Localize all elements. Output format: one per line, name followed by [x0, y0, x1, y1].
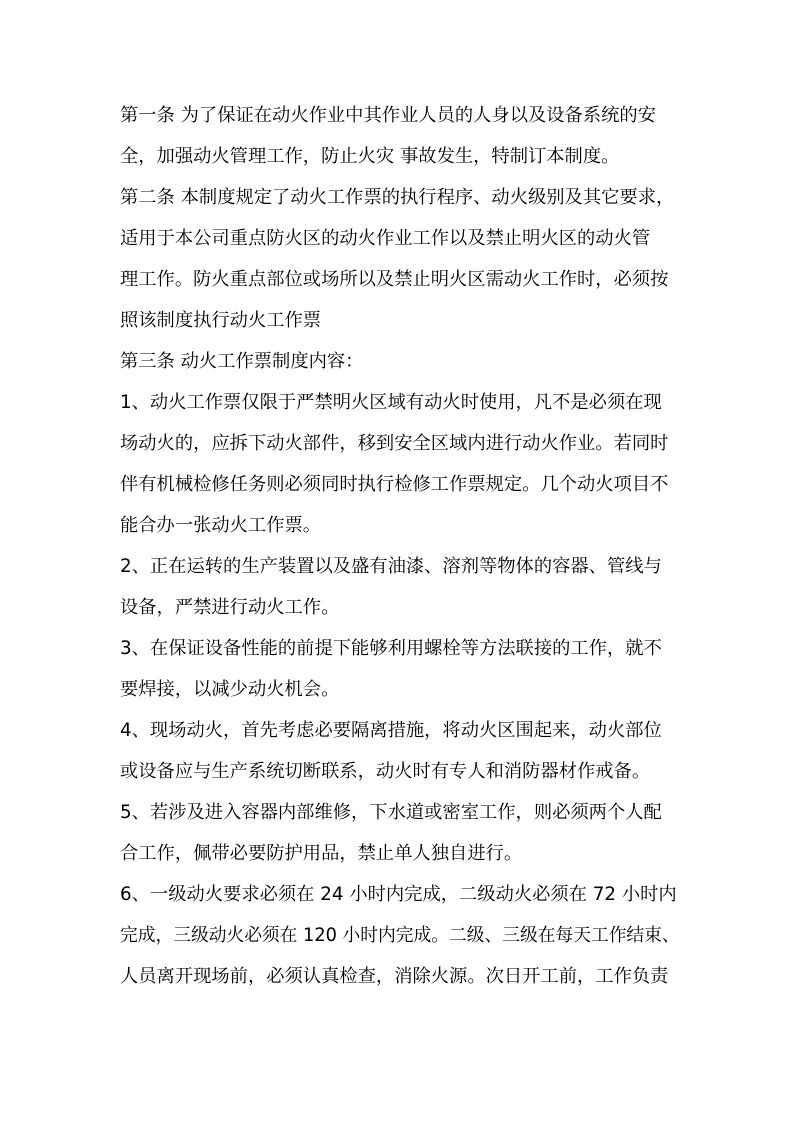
text-line: 4、现场动火，首先考虑必要隔离措施，将动火区围起来，动火部位	[120, 720, 662, 741]
text-line: 2、正在运转的生产装置以及盛有油漆、溶剂等物体的容器、管线与	[120, 556, 662, 577]
text-line: 第三条 动火工作票制度内容：	[120, 351, 364, 372]
text-line: 适用于本公司重点防火区的动火作业工作以及禁止明火区的动火管	[120, 228, 651, 249]
text-line: 伴有机械检修任务则必须同时执行检修工作票规定。几个动火项目不	[120, 474, 669, 495]
text-line: 1、动火工作票仅限于严禁明火区域有动火时使用，凡不是必须在现	[120, 392, 662, 413]
text-line: 第一条 为了保证在动火作业中其作业人员的人身以及设备系统的安	[120, 105, 656, 126]
text-line: 6、一级动火要求必须在 24 小时内完成，二级动火必须在 72 小时内	[120, 884, 677, 905]
text-line: 能合办一张动火工作票。	[120, 515, 322, 536]
text-line: 合工作，佩带必要防护用品，禁止单人独自进行。	[120, 843, 523, 864]
text-line: 要焊接，以减少动火机会。	[120, 679, 340, 700]
text-line: 5、若涉及进入容器内部维修，下水道或密室工作，则必须两个人配	[120, 802, 662, 823]
text-line: 场动火的，应拆下动火部件，移到安全区域内进行动火作业。若同时	[120, 433, 669, 454]
text-line: 照该制度执行动火工作票	[120, 310, 322, 331]
text-line: 设备，严禁进行动火工作。	[120, 597, 340, 618]
text-line: 第二条 本制度规定了动火工作票的执行程序、动火级别及其它要求，	[120, 187, 675, 208]
text-line: 完成，三级动火必须在 120 小时内完成。二级、三级在每天工作结束、	[120, 925, 680, 946]
text-line: 3、在保证设备性能的前提下能够利用螺栓等方法联接的工作，就不	[120, 638, 662, 659]
body-text	[120, 95, 680, 997]
text-line: 理工作。防火重点部位或场所以及禁止明火区需动火工作时，必须按	[120, 269, 669, 290]
text-line: 或设备应与生产系统切断联系，动火时有专人和消防器材作戒备。	[120, 761, 651, 782]
text-line: 人员离开现场前，必须认真检查，消除火源。次日开工前，工作负责	[120, 966, 669, 987]
text-line: 全，加强动火管理工作，防止火灾 事故发生，特制订本制度。	[120, 146, 620, 167]
